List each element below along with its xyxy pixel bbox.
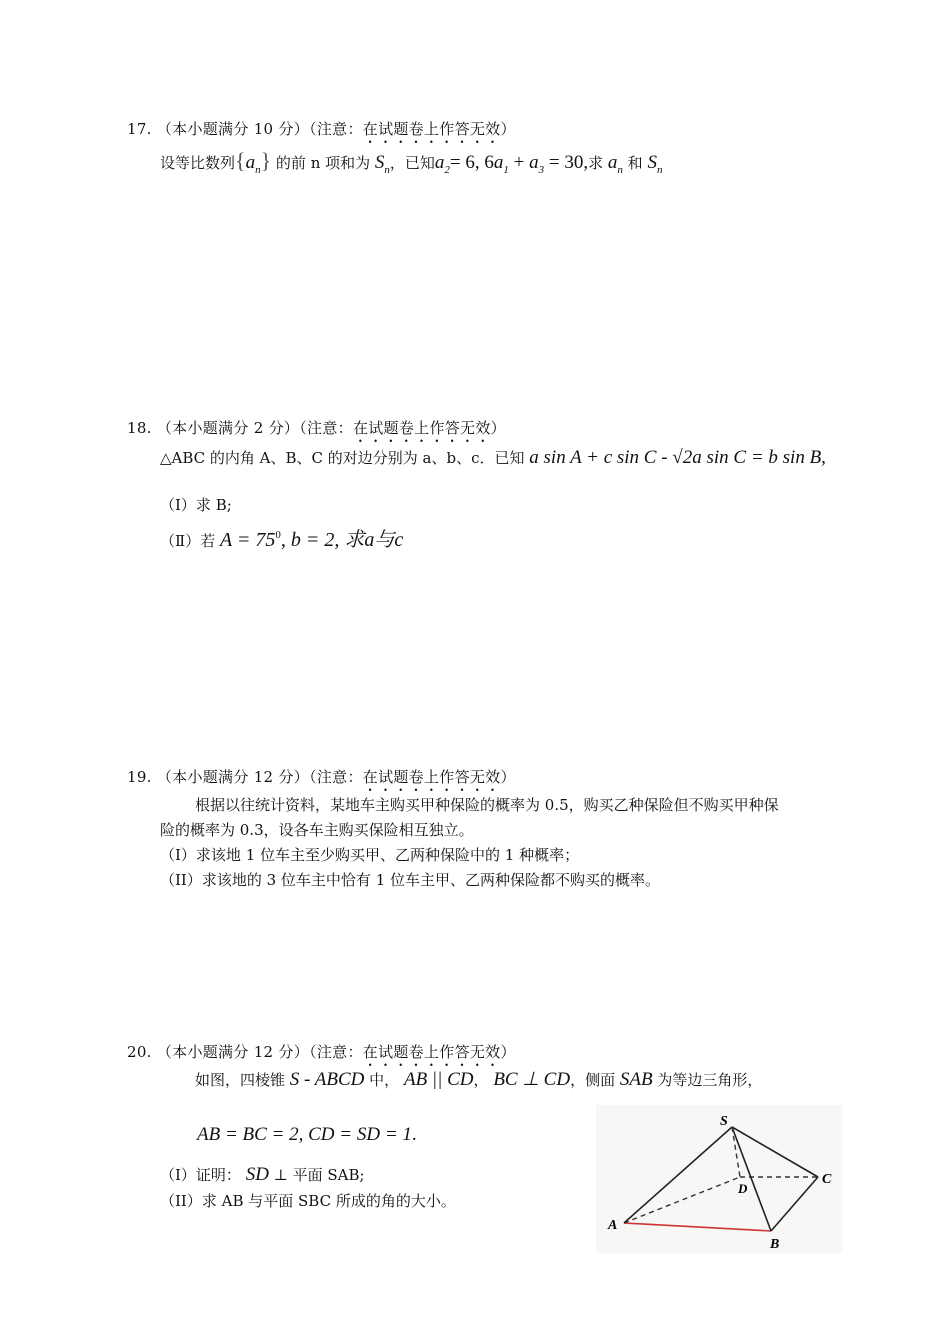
q18-part2 — [160, 523, 403, 552]
q19-header-text: （本小题满分 12 分）（注意： — [156, 768, 363, 786]
q17-header-text: （本小题满分 10 分）（注意： — [156, 120, 363, 138]
q20-formula-1: S - ABCD — [289, 1069, 365, 1090]
q20-part1-formula: SD — [245, 1164, 269, 1185]
q20-formula-2: AB || CD — [403, 1069, 474, 1090]
q18-note: 在试题卷上作答无效 — [352, 419, 491, 437]
label-B: B — [770, 1237, 780, 1252]
q20-part1-text: ⊥ 平面 SAB; — [273, 1166, 365, 1184]
q18-formula: a sin A + c sin C - √2a sin C = b sin B, — [529, 447, 826, 468]
q18-number: 18. — [127, 419, 152, 437]
q17-problem — [160, 148, 662, 176]
label-D: D — [738, 1181, 748, 1196]
q17-plus: + — [508, 152, 530, 173]
q17-a1: a — [493, 152, 504, 173]
q18-part2-label: （Ⅱ）若 — [160, 532, 216, 550]
q17-a3-sub: 3 — [538, 164, 545, 176]
label-C: C — [822, 1172, 832, 1187]
q17-S: S — [374, 152, 385, 173]
q17-a1-sub: 1 — [503, 164, 509, 176]
q17-an: a — [607, 152, 618, 173]
q19-close: ） — [500, 768, 516, 786]
q19-number: 19. — [127, 768, 152, 786]
q17-Sn: S — [647, 152, 657, 173]
q18-part2-formula-b: , b = 2, 求a与c — [280, 529, 404, 551]
q17-S-sub: n — [384, 164, 390, 176]
q20-number: 20. — [127, 1043, 152, 1061]
q19-part2: （II）求该地的 3 位车主中恰有 1 位车主甲、乙两种保险都不购买的概率。 — [160, 871, 661, 889]
q17-eq2: = 30, — [544, 152, 589, 173]
q17-a2: a — [434, 152, 445, 173]
q19-header — [127, 766, 516, 795]
q17-text-2: 的前 n 项和为 — [275, 154, 371, 172]
q20-comma: ， — [473, 1071, 489, 1089]
q20-problem — [195, 1068, 762, 1091]
q20-formula-5: AB = BC = 2, CD = SD = 1 — [197, 1124, 412, 1145]
q20-text-2: 中， — [369, 1071, 400, 1089]
q20-note: 在试题卷上作答无效 — [362, 1043, 501, 1061]
q20-part1 — [160, 1164, 365, 1186]
q17-brace-right: } — [260, 148, 272, 173]
q17-text-1: 设等比数列 — [160, 154, 236, 172]
q18-part1: （Ⅰ）求 B; — [160, 496, 232, 514]
q18-line1: △ABC 的内角 A、B、C 的对边分别为 a、b、c．已知 — [160, 449, 525, 467]
q17-brace-left: { — [235, 148, 246, 173]
q20-header-text: （本小题满分 12 分）（注意： — [156, 1043, 363, 1061]
q18-part2-formula-a: A = 75 — [219, 529, 276, 551]
q17-text-4: 求 — [588, 154, 604, 172]
q17-Sn-sub: n — [656, 164, 663, 176]
q17-a2-sub: 2 — [444, 164, 450, 176]
q17-number: 17. — [127, 120, 152, 138]
q19-line2: 险的概率为 0.3，设各车主购买保险相互独立。 — [160, 821, 474, 839]
q19-part1: （I）求该地 1 位车主至少购买甲、乙两种保险中的 1 种概率； — [160, 846, 580, 864]
label-S: S — [720, 1114, 728, 1129]
q18-header-text: （本小题满分 2 分）（注意： — [156, 419, 353, 437]
q20-given — [197, 1124, 417, 1146]
label-A: A — [608, 1218, 618, 1233]
q20-part2: （II）求 AB 与平面 SBC 所成的角的大小。 — [160, 1192, 456, 1210]
q17-close: ） — [500, 120, 516, 138]
q19-note: 在试题卷上作答无效 — [362, 768, 501, 786]
q18-problem — [160, 447, 826, 469]
q20-dot: . — [411, 1124, 417, 1145]
q17-text-3: ，已知 — [389, 154, 435, 172]
q20-close: ） — [500, 1043, 516, 1061]
q17-a3: a — [529, 152, 539, 173]
q18-header — [127, 417, 506, 446]
q20-text-1: 如图，四棱锥 — [195, 1071, 286, 1089]
q17-a: a — [245, 152, 256, 173]
q17-note: 在试题卷上作答无效 — [362, 120, 501, 138]
q17-header — [127, 118, 516, 147]
q20-part1-label: （I）证明： — [160, 1166, 241, 1184]
q18-close: ） — [490, 419, 506, 437]
q20-header — [127, 1041, 516, 1070]
q20-formula-3: BC ⊥ CD — [493, 1069, 571, 1090]
figure-background — [596, 1105, 842, 1253]
q17-eq: = 6, 6 — [449, 152, 494, 173]
q18-part2-sup: 0 — [275, 529, 281, 541]
q20-formula-4: SAB — [619, 1069, 653, 1090]
q19-line1: 根据以往统计资料，某地车主购买甲种保险的概率为 0.5，购买乙种保险但不购买甲种保 — [195, 796, 779, 814]
q17-an-sub: n — [617, 164, 623, 176]
pyramid-figure — [596, 1105, 842, 1253]
q17-a-sub: n — [255, 164, 261, 176]
q20-text-4: 为等边三角形， — [657, 1071, 763, 1089]
q20-text-3: ，侧面 — [570, 1071, 616, 1089]
q17-text-5: 和 — [627, 154, 643, 172]
